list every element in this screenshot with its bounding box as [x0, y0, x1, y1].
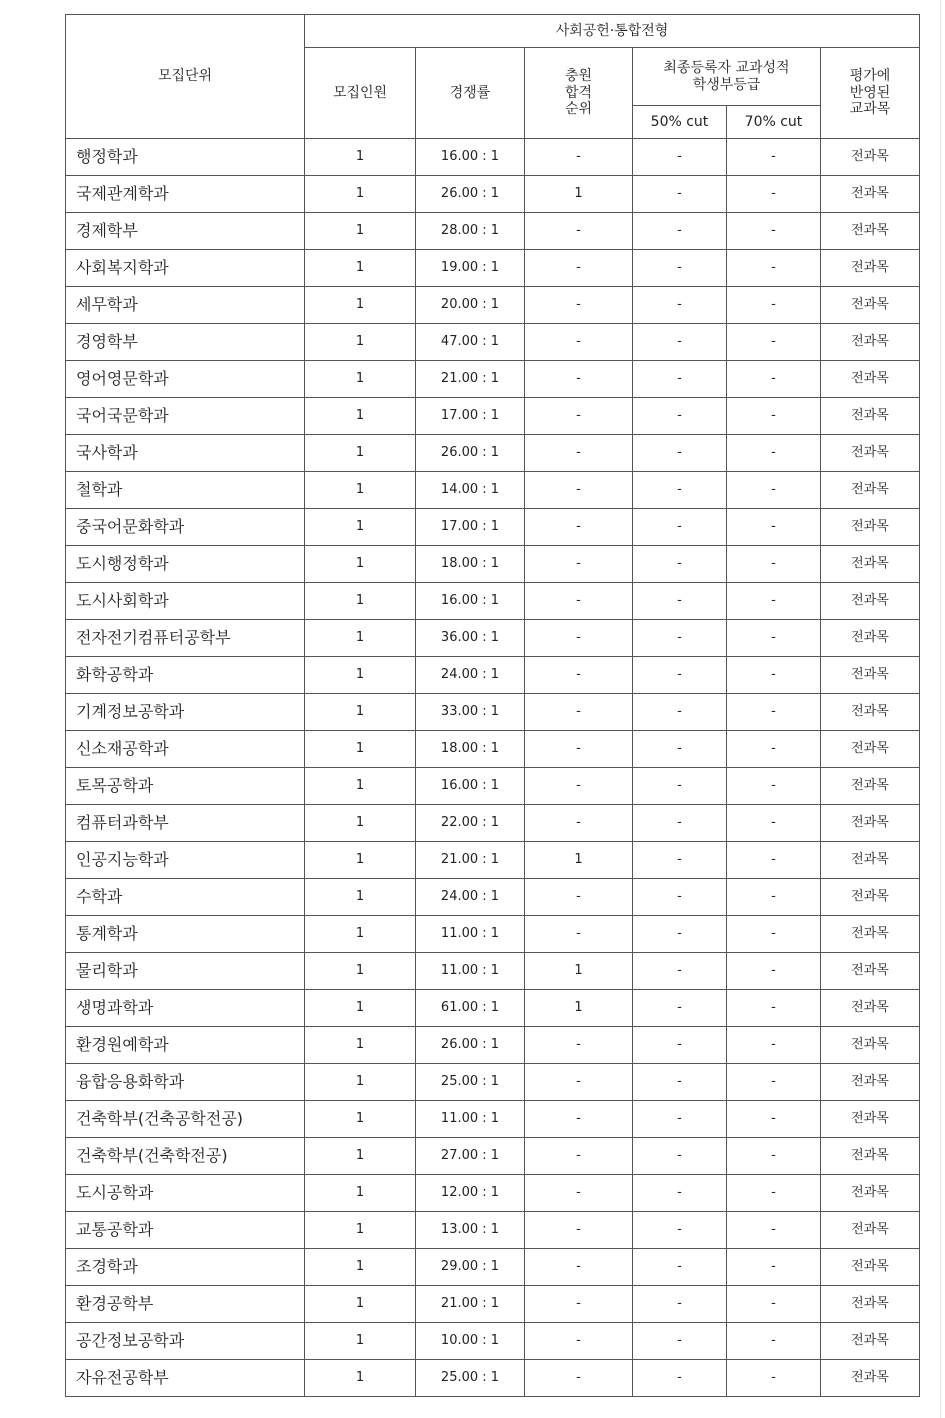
waitlist-rank-cell: - [525, 1360, 633, 1397]
cut-70-cell: - [727, 731, 821, 768]
cut-50-cell: - [633, 657, 727, 694]
subjects-cell: 전과목 [821, 1027, 920, 1064]
table-row [66, 990, 920, 1027]
recruit-count-cell: 1 [305, 213, 416, 250]
recruit-count-cell: 1 [305, 768, 416, 805]
subjects-cell: 전과목 [821, 546, 920, 583]
competition-rate-cell: 20.00 : 1 [416, 287, 525, 324]
recruit-count-cell: 1 [305, 509, 416, 546]
header-recruit-count: 모집인원 [305, 48, 416, 139]
table-row [66, 324, 920, 361]
table-row [66, 546, 920, 583]
table-row [66, 583, 920, 620]
unit-cell: 자유전공학부 [66, 1360, 305, 1397]
unit-cell: 화학공학과 [66, 657, 305, 694]
subjects-cell: 전과목 [821, 620, 920, 657]
page-edge-divider [940, 0, 941, 1418]
waitlist-rank-cell: - [525, 287, 633, 324]
cut-50-cell: - [633, 1360, 727, 1397]
waitlist-rank-cell: - [525, 879, 633, 916]
header-group-title: 사회공헌·통합전형 [305, 15, 920, 48]
header-waitlist-rank [525, 48, 633, 139]
subjects-cell: 전과목 [821, 1286, 920, 1323]
waitlist-rank-cell: - [525, 657, 633, 694]
cut-50-cell: - [633, 176, 727, 213]
unit-cell: 융합응용화학과 [66, 1064, 305, 1101]
cut-50-cell: - [633, 1175, 727, 1212]
waitlist-rank-cell: 1 [525, 176, 633, 213]
table-row [66, 657, 920, 694]
competition-rate-cell: 26.00 : 1 [416, 1027, 525, 1064]
cut-50-cell: - [633, 583, 727, 620]
table-row [66, 361, 920, 398]
header-subjects-line: 반영된 [849, 84, 891, 101]
cut-70-cell: - [727, 842, 821, 879]
unit-cell: 환경공학부 [66, 1286, 305, 1323]
competition-rate-cell: 26.00 : 1 [416, 435, 525, 472]
competition-rate-cell: 11.00 : 1 [416, 1101, 525, 1138]
competition-rate-cell: 16.00 : 1 [416, 768, 525, 805]
cut-50-cell: - [633, 1212, 727, 1249]
recruit-count-cell: 1 [305, 879, 416, 916]
cut-70-cell: - [727, 546, 821, 583]
competition-rate-cell: 21.00 : 1 [416, 842, 525, 879]
table-row [66, 250, 920, 287]
recruit-count-cell: 1 [305, 1138, 416, 1175]
table-row [66, 139, 920, 176]
waitlist-rank-cell: - [525, 324, 633, 361]
table-row [66, 731, 920, 768]
cut-50-cell: - [633, 953, 727, 990]
cut-50-cell: - [633, 879, 727, 916]
cut-50-cell: - [633, 287, 727, 324]
waitlist-rank-cell: - [525, 472, 633, 509]
header-cut-50: 50% cut [633, 106, 727, 139]
cut-50-cell: - [633, 916, 727, 953]
table-row [66, 398, 920, 435]
subjects-cell: 전과목 [821, 324, 920, 361]
cut-70-cell: - [727, 1138, 821, 1175]
recruit-count-cell: 1 [305, 805, 416, 842]
unit-cell: 기계정보공학과 [66, 694, 305, 731]
header-subjects [821, 48, 920, 139]
table-row [66, 472, 920, 509]
table-body [66, 139, 920, 1397]
cut-70-cell: - [727, 1175, 821, 1212]
unit-cell: 도시행정학과 [66, 546, 305, 583]
table-row [66, 879, 920, 916]
subjects-cell: 전과목 [821, 361, 920, 398]
cut-50-cell: - [633, 1138, 727, 1175]
waitlist-rank-cell: - [525, 1249, 633, 1286]
cut-70-cell: - [727, 250, 821, 287]
table-row [66, 1212, 920, 1249]
competition-rate-cell: 33.00 : 1 [416, 694, 525, 731]
waitlist-rank-cell: - [525, 250, 633, 287]
table-row [66, 1323, 920, 1360]
unit-cell: 세무학과 [66, 287, 305, 324]
waitlist-rank-cell: 1 [525, 990, 633, 1027]
cut-50-cell: - [633, 694, 727, 731]
recruit-count-cell: 1 [305, 1064, 416, 1101]
waitlist-rank-cell: - [525, 139, 633, 176]
waitlist-rank-cell: 1 [525, 842, 633, 879]
subjects-cell: 전과목 [821, 1064, 920, 1101]
unit-cell: 컴퓨터과학부 [66, 805, 305, 842]
table-row [66, 1064, 920, 1101]
cut-50-cell: - [633, 324, 727, 361]
competition-rate-cell: 16.00 : 1 [416, 583, 525, 620]
cut-50-cell: - [633, 1101, 727, 1138]
waitlist-rank-cell: - [525, 1323, 633, 1360]
unit-cell: 조경학과 [66, 1249, 305, 1286]
waitlist-rank-cell: - [525, 1101, 633, 1138]
cut-70-cell: - [727, 472, 821, 509]
competition-rate-cell: 24.00 : 1 [416, 657, 525, 694]
admission-results-table [65, 14, 920, 1397]
unit-cell: 영어영문학과 [66, 361, 305, 398]
subjects-cell: 전과목 [821, 1323, 920, 1360]
cut-70-cell: - [727, 176, 821, 213]
recruit-count-cell: 1 [305, 398, 416, 435]
cut-70-cell: - [727, 509, 821, 546]
subjects-cell: 전과목 [821, 1212, 920, 1249]
waitlist-rank-cell: - [525, 1064, 633, 1101]
cut-50-cell: - [633, 768, 727, 805]
table-row [66, 1027, 920, 1064]
cut-70-cell: - [727, 398, 821, 435]
cut-50-cell: - [633, 990, 727, 1027]
recruit-count-cell: 1 [305, 324, 416, 361]
competition-rate-cell: 26.00 : 1 [416, 176, 525, 213]
subjects-cell: 전과목 [821, 694, 920, 731]
recruit-count-cell: 1 [305, 1027, 416, 1064]
cut-50-cell: - [633, 1286, 727, 1323]
competition-rate-cell: 24.00 : 1 [416, 879, 525, 916]
subjects-cell: 전과목 [821, 731, 920, 768]
cut-70-cell: - [727, 879, 821, 916]
recruit-count-cell: 1 [305, 1101, 416, 1138]
recruit-count-cell: 1 [305, 657, 416, 694]
header-subjects-line: 교과목 [849, 101, 891, 118]
cut-70-cell: - [727, 1323, 821, 1360]
unit-cell: 생명과학과 [66, 990, 305, 1027]
cut-70-cell: - [727, 990, 821, 1027]
cut-70-cell: - [727, 361, 821, 398]
waitlist-rank-cell: - [525, 213, 633, 250]
recruit-count-cell: 1 [305, 361, 416, 398]
subjects-cell: 전과목 [821, 879, 920, 916]
recruit-count-cell: 1 [305, 1212, 416, 1249]
header-final-grade-line: 최종등록자 교과성적 [663, 59, 790, 76]
recruit-count-cell: 1 [305, 990, 416, 1027]
unit-cell: 도시사회학과 [66, 583, 305, 620]
waitlist-rank-cell: - [525, 583, 633, 620]
cut-50-cell: - [633, 805, 727, 842]
cut-50-cell: - [633, 435, 727, 472]
subjects-cell: 전과목 [821, 583, 920, 620]
recruit-count-cell: 1 [305, 1286, 416, 1323]
recruit-count-cell: 1 [305, 842, 416, 879]
competition-rate-cell: 28.00 : 1 [416, 213, 525, 250]
cut-70-cell: - [727, 1360, 821, 1397]
recruit-count-cell: 1 [305, 250, 416, 287]
subjects-cell: 전과목 [821, 916, 920, 953]
unit-cell: 수학과 [66, 879, 305, 916]
cut-50-cell: - [633, 250, 727, 287]
cut-70-cell: - [727, 620, 821, 657]
cut-70-cell: - [727, 583, 821, 620]
unit-cell: 경영학부 [66, 324, 305, 361]
waitlist-rank-cell: - [525, 694, 633, 731]
competition-rate-cell: 19.00 : 1 [416, 250, 525, 287]
waitlist-rank-cell: - [525, 1175, 633, 1212]
waitlist-rank-cell: - [525, 361, 633, 398]
header-unit: 모집단위 [66, 15, 305, 139]
cut-50-cell: - [633, 1249, 727, 1286]
competition-rate-cell: 36.00 : 1 [416, 620, 525, 657]
subjects-cell: 전과목 [821, 287, 920, 324]
unit-cell: 건축학부(건축학전공) [66, 1138, 305, 1175]
cut-70-cell: - [727, 1212, 821, 1249]
table-row [66, 805, 920, 842]
subjects-cell: 전과목 [821, 657, 920, 694]
subjects-cell: 전과목 [821, 213, 920, 250]
header-waitlist-line: 충원 [564, 67, 593, 84]
subjects-cell: 전과목 [821, 398, 920, 435]
table-row [66, 916, 920, 953]
recruit-count-cell: 1 [305, 731, 416, 768]
cut-50-cell: - [633, 546, 727, 583]
cut-70-cell: - [727, 1249, 821, 1286]
header-final-grade [633, 48, 821, 106]
competition-rate-cell: 18.00 : 1 [416, 731, 525, 768]
recruit-count-cell: 1 [305, 176, 416, 213]
cut-50-cell: - [633, 842, 727, 879]
cut-70-cell: - [727, 657, 821, 694]
unit-cell: 토목공학과 [66, 768, 305, 805]
header-row-1 [66, 15, 920, 48]
cut-50-cell: - [633, 1064, 727, 1101]
subjects-cell: 전과목 [821, 435, 920, 472]
waitlist-rank-cell: - [525, 768, 633, 805]
competition-rate-cell: 47.00 : 1 [416, 324, 525, 361]
table-row [66, 1175, 920, 1212]
waitlist-rank-cell: - [525, 546, 633, 583]
cut-50-cell: - [633, 620, 727, 657]
table-row [66, 176, 920, 213]
cut-50-cell: - [633, 361, 727, 398]
unit-cell: 경제학부 [66, 213, 305, 250]
cut-70-cell: - [727, 805, 821, 842]
table-row [66, 287, 920, 324]
header-final-grade-line: 학생부등급 [692, 76, 761, 93]
recruit-count-cell: 1 [305, 435, 416, 472]
cut-50-cell: - [633, 398, 727, 435]
subjects-cell: 전과목 [821, 768, 920, 805]
cut-50-cell: - [633, 213, 727, 250]
subjects-cell: 전과목 [821, 250, 920, 287]
subjects-cell: 전과목 [821, 472, 920, 509]
table-row [66, 213, 920, 250]
recruit-count-cell: 1 [305, 583, 416, 620]
subjects-cell: 전과목 [821, 990, 920, 1027]
unit-cell: 통계학과 [66, 916, 305, 953]
waitlist-rank-cell: - [525, 1212, 633, 1249]
cut-70-cell: - [727, 768, 821, 805]
recruit-count-cell: 1 [305, 694, 416, 731]
competition-rate-cell: 17.00 : 1 [416, 398, 525, 435]
header-waitlist-line: 순위 [564, 101, 593, 118]
competition-rate-cell: 21.00 : 1 [416, 361, 525, 398]
recruit-count-cell: 1 [305, 139, 416, 176]
subjects-cell: 전과목 [821, 1249, 920, 1286]
table-row [66, 953, 920, 990]
cut-50-cell: - [633, 139, 727, 176]
subjects-cell: 전과목 [821, 1138, 920, 1175]
table-row [66, 620, 920, 657]
waitlist-rank-cell: - [525, 398, 633, 435]
subjects-cell: 전과목 [821, 1360, 920, 1397]
competition-rate-cell: 25.00 : 1 [416, 1064, 525, 1101]
waitlist-rank-cell: 1 [525, 953, 633, 990]
waitlist-rank-cell: - [525, 620, 633, 657]
subjects-cell: 전과목 [821, 805, 920, 842]
competition-rate-cell: 61.00 : 1 [416, 990, 525, 1027]
recruit-count-cell: 1 [305, 1249, 416, 1286]
waitlist-rank-cell: - [525, 1138, 633, 1175]
waitlist-rank-cell: - [525, 731, 633, 768]
unit-cell: 국어국문학과 [66, 398, 305, 435]
competition-rate-cell: 12.00 : 1 [416, 1175, 525, 1212]
competition-rate-cell: 18.00 : 1 [416, 546, 525, 583]
header-cut-70: 70% cut [727, 106, 821, 139]
unit-cell: 신소재공학과 [66, 731, 305, 768]
recruit-count-cell: 1 [305, 916, 416, 953]
cut-50-cell: - [633, 1027, 727, 1064]
unit-cell: 중국어문화학과 [66, 509, 305, 546]
competition-rate-cell: 22.00 : 1 [416, 805, 525, 842]
unit-cell: 환경원예학과 [66, 1027, 305, 1064]
table-row [66, 1360, 920, 1397]
competition-rate-cell: 27.00 : 1 [416, 1138, 525, 1175]
unit-cell: 인공지능학과 [66, 842, 305, 879]
cut-50-cell: - [633, 731, 727, 768]
recruit-count-cell: 1 [305, 1175, 416, 1212]
cut-50-cell: - [633, 509, 727, 546]
unit-cell: 도시공학과 [66, 1175, 305, 1212]
competition-rate-cell: 14.00 : 1 [416, 472, 525, 509]
waitlist-rank-cell: - [525, 435, 633, 472]
unit-cell: 철학과 [66, 472, 305, 509]
table-row [66, 1138, 920, 1175]
unit-cell: 공간정보공학과 [66, 1323, 305, 1360]
subjects-cell: 전과목 [821, 842, 920, 879]
cut-70-cell: - [727, 139, 821, 176]
unit-cell: 행정학과 [66, 139, 305, 176]
unit-cell: 교통공학과 [66, 1212, 305, 1249]
recruit-count-cell: 1 [305, 620, 416, 657]
header-subjects-line: 평가에 [849, 67, 891, 84]
cut-70-cell: - [727, 1101, 821, 1138]
competition-rate-cell: 11.00 : 1 [416, 953, 525, 990]
table-row [66, 1101, 920, 1138]
table-row [66, 435, 920, 472]
table-row [66, 694, 920, 731]
unit-cell: 전자전기컴퓨터공학부 [66, 620, 305, 657]
cut-70-cell: - [727, 1286, 821, 1323]
table-row [66, 1249, 920, 1286]
recruit-count-cell: 1 [305, 546, 416, 583]
subjects-cell: 전과목 [821, 176, 920, 213]
subjects-cell: 전과목 [821, 1101, 920, 1138]
cut-70-cell: - [727, 694, 821, 731]
cut-70-cell: - [727, 916, 821, 953]
table-row [66, 842, 920, 879]
cut-50-cell: - [633, 472, 727, 509]
competition-rate-cell: 29.00 : 1 [416, 1249, 525, 1286]
recruit-count-cell: 1 [305, 1360, 416, 1397]
subjects-cell: 전과목 [821, 953, 920, 990]
cut-70-cell: - [727, 287, 821, 324]
unit-cell: 사회복지학과 [66, 250, 305, 287]
table-row [66, 768, 920, 805]
subjects-cell: 전과목 [821, 139, 920, 176]
cut-70-cell: - [727, 213, 821, 250]
waitlist-rank-cell: - [525, 1027, 633, 1064]
cut-70-cell: - [727, 1027, 821, 1064]
recruit-count-cell: 1 [305, 472, 416, 509]
waitlist-rank-cell: - [525, 805, 633, 842]
unit-cell: 국사학과 [66, 435, 305, 472]
cut-70-cell: - [727, 435, 821, 472]
competition-rate-cell: 25.00 : 1 [416, 1360, 525, 1397]
cut-50-cell: - [633, 1323, 727, 1360]
competition-rate-cell: 16.00 : 1 [416, 139, 525, 176]
unit-cell: 물리학과 [66, 953, 305, 990]
unit-cell: 건축학부(건축공학전공) [66, 1101, 305, 1138]
cut-70-cell: - [727, 1064, 821, 1101]
cut-70-cell: - [727, 953, 821, 990]
table-row [66, 509, 920, 546]
subjects-cell: 전과목 [821, 509, 920, 546]
competition-rate-cell: 21.00 : 1 [416, 1286, 525, 1323]
header-competition-rate: 경쟁률 [416, 48, 525, 139]
recruit-count-cell: 1 [305, 953, 416, 990]
waitlist-rank-cell: - [525, 509, 633, 546]
recruit-count-cell: 1 [305, 1323, 416, 1360]
competition-rate-cell: 11.00 : 1 [416, 916, 525, 953]
unit-cell: 국제관계학과 [66, 176, 305, 213]
recruit-count-cell: 1 [305, 287, 416, 324]
header-waitlist-line: 합격 [564, 84, 593, 101]
cut-70-cell: - [727, 324, 821, 361]
table-row [66, 1286, 920, 1323]
competition-rate-cell: 10.00 : 1 [416, 1323, 525, 1360]
subjects-cell: 전과목 [821, 1175, 920, 1212]
waitlist-rank-cell: - [525, 1286, 633, 1323]
competition-rate-cell: 17.00 : 1 [416, 509, 525, 546]
waitlist-rank-cell: - [525, 916, 633, 953]
competition-rate-cell: 13.00 : 1 [416, 1212, 525, 1249]
